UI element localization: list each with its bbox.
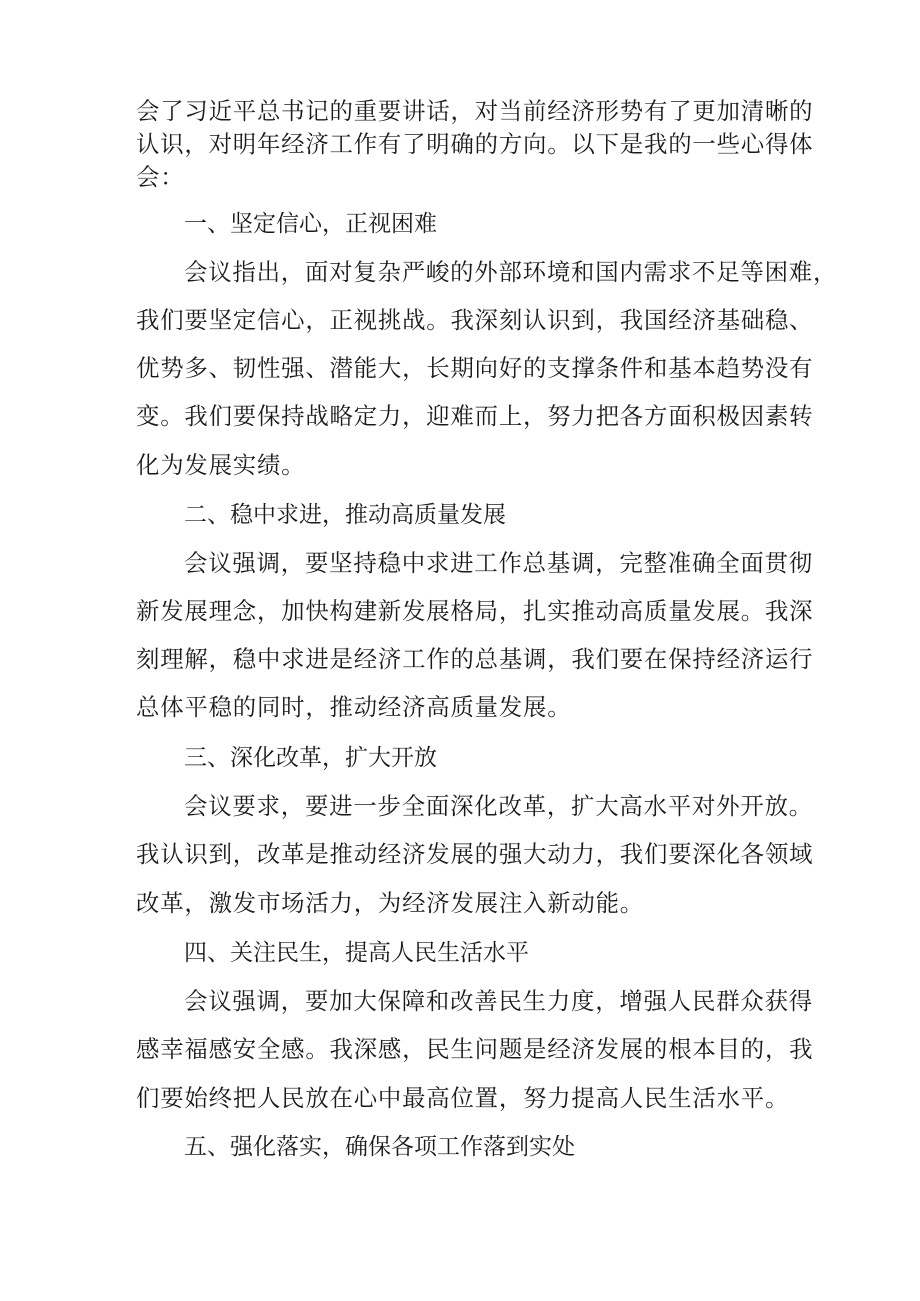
intro-line-1: 会了习近平总书记的重要讲话，对当前经济形势有了更加清晰的 [136, 97, 814, 125]
section-2-line-1: 会议强调，要坚持稳中求进工作总基调，完整准确全面贯彻 [184, 549, 813, 577]
section-4-heading: 四、关注民生，提高人民生活水平 [184, 940, 529, 966]
section-1-line-2: 我们要坚定信心，正视挑战。我深刻认识到，我国经济基础稳、 [136, 306, 814, 334]
section-2-line-2: 新发展理念，加快构建新发展格局，扎实推动高质量发展。我深 [136, 597, 814, 625]
section-2-line-4: 总体平稳的同时，推动经济高质量发展。 [136, 693, 572, 721]
section-1-line-4: 变。我们要保持战略定力，迎难而上，努力把各方面积极因素转 [136, 402, 814, 430]
section-4-line-3: 们要始终把人民放在心中最高位置，努力提高人民生活水平。 [136, 1084, 790, 1112]
intro-line-3: 会： [136, 163, 185, 191]
section-3-line-3: 改革，激发市场活力，为经济发展注入新动能。 [136, 889, 645, 917]
section-2-line-3: 刻理解，稳中求进是经济工作的总基调，我们要在保持经济运行 [136, 645, 814, 673]
section-1-heading: 一、坚定信心，正视困难 [184, 211, 437, 237]
section-4-line-2: 感幸福感安全感。我深感，民生问题是经济发展的根本目的，我 [136, 1035, 814, 1063]
section-3-heading: 三、深化改革，扩大开放 [184, 745, 437, 771]
section-3-line-2: 我认识到，改革是推动经济发展的强大动力，我们要深化各领域 [136, 840, 814, 868]
section-1-line-1: 会议指出，面对复杂严峻的外部环境和国内需求不足等困难， [184, 258, 838, 286]
section-5-heading: 五、强化落实，确保各项工作落到实处 [184, 1134, 575, 1160]
intro-line-2: 认识，对明年经济工作有了明确的方向。以下是我的一些心得体 [136, 130, 814, 158]
section-3-line-1: 会议要求，要进一步全面深化改革，扩大高水平对外开放。 [184, 792, 813, 820]
section-1-line-5: 化为发展实绩。 [136, 451, 306, 479]
section-2-heading: 二、稳中求进，推动高质量发展 [184, 502, 506, 528]
section-4-line-1: 会议强调，要加大保障和改善民生力度，增强人民群众获得 [184, 987, 813, 1015]
section-1-line-3: 优势多、韧性强、潜能大，长期向好的支撑条件和基本趋势没有 [136, 354, 814, 382]
